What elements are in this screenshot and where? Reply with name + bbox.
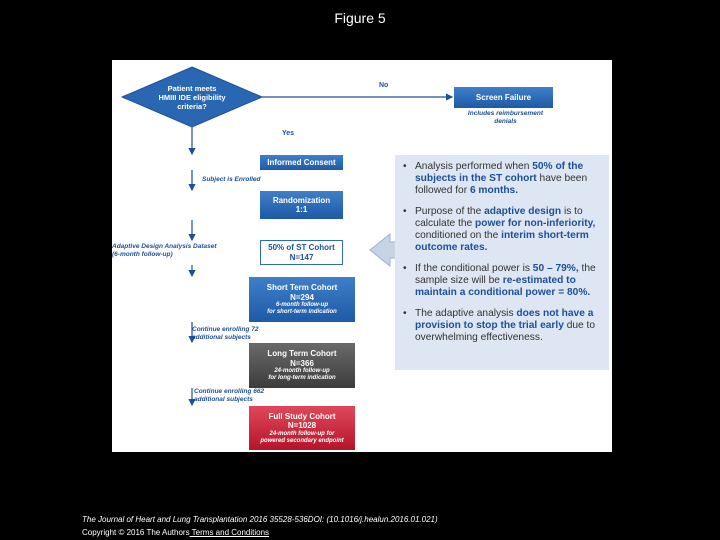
citation: The Journal of Heart and Lung Transplantation 2016 35528-536DOI: (10.1016/j.healun.2016.01.021) bbox=[82, 515, 438, 524]
terms-link[interactable]: Terms and Conditions bbox=[189, 528, 270, 537]
informed-consent-box: Informed Consent bbox=[260, 155, 343, 170]
st50-box: 50% of ST Cohort N=147 bbox=[260, 240, 343, 265]
randomization-box: Randomization 1:1 bbox=[260, 191, 343, 219]
long-term-box: Long Term Cohort N=366 24-month follow-up for long-term indication bbox=[249, 343, 355, 388]
adaptive-dataset-label: Adaptive Design Analysis Dataset (6-month follow-up) bbox=[112, 243, 217, 258]
no-label: No bbox=[379, 82, 389, 89]
figure-title: Figure 5 bbox=[334, 10, 386, 26]
continue-662-label: Continue enrolling 662 additional subjects bbox=[194, 388, 265, 403]
subject-enrolled-label: Subject is Enrolled bbox=[202, 176, 261, 183]
full-study-box: Full Study Cohort N=1028 24-month follow-up for powered secondary endpoint bbox=[249, 406, 355, 450]
short-term-box: Short Term Cohort N=294 6-month follow-up for short-term indication bbox=[249, 277, 355, 322]
screen-failure-note: Includes reimbursement denials bbox=[467, 110, 544, 125]
info-bullet-1: • Analysis performed when 50% of the subjects in the ST cohort have been followed for 6 months. bbox=[403, 161, 601, 197]
info-bullet-3: • If the conditional power is 50 – 79%, the sample size will be re-estimated to maintain a conditional power = 80%. bbox=[403, 263, 601, 299]
screen-failure-box: Screen Failure bbox=[454, 87, 553, 108]
copyright: Copyright © 2016 The Authors Terms and Conditions bbox=[82, 528, 270, 537]
flowchart-panel bbox=[112, 60, 612, 452]
yes-label: Yes bbox=[282, 130, 295, 137]
info-box bbox=[395, 155, 609, 370]
continue-72-label: Continue enrolling 72 additional subjects bbox=[192, 326, 259, 341]
info-bullet-2: • Purpose of the adaptive design is to calculate the power for non-inferiority, conditioned on the interim short-term outcome rates. bbox=[403, 206, 601, 254]
info-bullet-4: • The adaptive analysis does not have a provision to stop the trial early due to overwhelming effectiveness. bbox=[403, 308, 601, 344]
decision-text: Patient meets HMIII IDE eligibility criteria? bbox=[158, 83, 226, 111]
